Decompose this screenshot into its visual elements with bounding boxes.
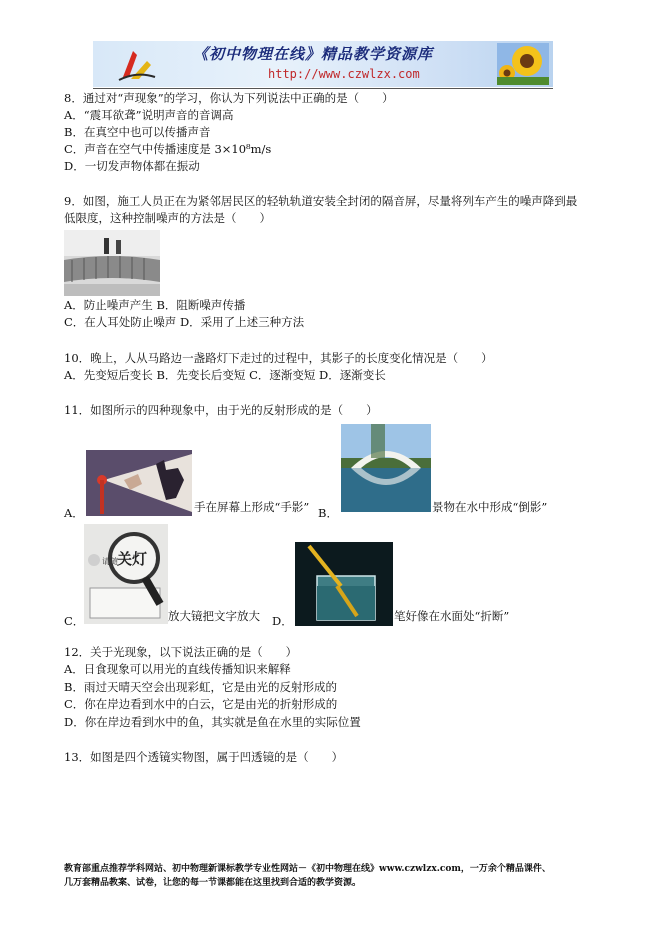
q11-option-d-text: 笔好像在水面处“折断” <box>394 609 510 623</box>
q10-stem: 10．晚上，人从马路边一盏路灯下走过的过程中，其影子的长度变化情况是（ ） <box>64 351 493 365</box>
q12-option-b: B．雨过天晴天空会出现彩虹，它是由光的反射形成的 <box>64 680 337 694</box>
site-logo-icon <box>117 47 157 83</box>
q13-stem: 13．如图是四个透镜实物图，属于凹透镜的是（ ） <box>64 750 344 764</box>
q8-stem: 8．通过对“声现象”的学习，你认为下列说法中正确的是（ ） <box>64 91 394 105</box>
header-banner <box>93 41 553 87</box>
q11-option-d-letter: D． <box>272 614 293 628</box>
q11-option-a-text: 手在屏幕上形成“手影” <box>194 500 310 514</box>
q12-option-d: D．你在岸边看到水中的鱼，其实就是鱼在水里的实际位置 <box>64 715 361 729</box>
q8-option-c: C．声音在空气中传播速度是 3×10⁸m/s <box>64 142 272 156</box>
q9-options-cd: C．在人耳处防止噪声 D．采用了上述三种方法 <box>64 315 305 329</box>
q11-handshadow-photo <box>86 450 192 516</box>
footer-line1: 教育部重点推荐学科网站、初中物理新课标教学专业性网站－《初中物理在线》www.czwlzx.com，一万余个精品课件、 <box>64 864 551 874</box>
q8-option-d: D．一切发声物体都在振动 <box>64 159 200 173</box>
q8-option-a: A．“震耳欲聋”说明声音的音调高 <box>64 108 234 122</box>
q9-options-ab: A．防止噪声产生 B．阻断噪声传播 <box>64 298 246 312</box>
q11-option-a-letter: A． <box>64 506 84 520</box>
q11-option-b-text: 景物在水中形成“倒影” <box>432 500 548 514</box>
q11-magnifier-photo <box>84 524 168 624</box>
sunflower-icon <box>497 43 549 85</box>
q11-pencil-refraction-photo <box>295 542 393 626</box>
q12-option-a: A．日食现象可以用光的直线传播知识来解释 <box>64 662 291 676</box>
q11-bridge-reflection-photo <box>341 424 431 512</box>
q9-stem-line1: 9．如图，施工人员正在为紧邻居民区的轻轨轨道安装全封闭的隔音屏，尽量将列车产生的噪声降到最 <box>64 194 578 208</box>
banner-url[interactable]: http://www.czwlzx.com <box>268 67 420 81</box>
q12-option-c: C．你在岸边看到水中的白云，它是由光的折射形成的 <box>64 697 338 711</box>
magnifier-word: 关灯 <box>117 550 148 568</box>
q10-options: A．先变短后变长 B．先变长后变短 C．逐渐变短 D．逐渐变长 <box>64 368 386 382</box>
banner-title: 《初中物理在线》精品教学资源库 <box>193 45 434 63</box>
q9-soundbarrier-photo <box>64 230 160 296</box>
footer-line2: 几万套精品教案、试卷，让您的每一节课都能在这里找到合适的教学资源。 <box>64 878 362 888</box>
q11-stem: 11．如图所示的四种现象中，由于光的反射形成的是（ ） <box>64 403 378 417</box>
q8-option-b: B．在真空中也可以传播声音 <box>64 125 211 139</box>
magnifier-small-text: 请随 <box>102 557 118 566</box>
q11-option-b-letter: B． <box>318 506 338 520</box>
q11-option-c-letter: C． <box>64 614 85 628</box>
q11-option-c-text: 放大镜把文字放大 <box>168 609 260 623</box>
q12-stem: 12．关于光现象，以下说法正确的是（ ） <box>64 645 298 659</box>
header-divider <box>93 88 553 89</box>
q9-stem-line2: 低限度，这种控制噪声的方法是（ ） <box>64 211 271 225</box>
